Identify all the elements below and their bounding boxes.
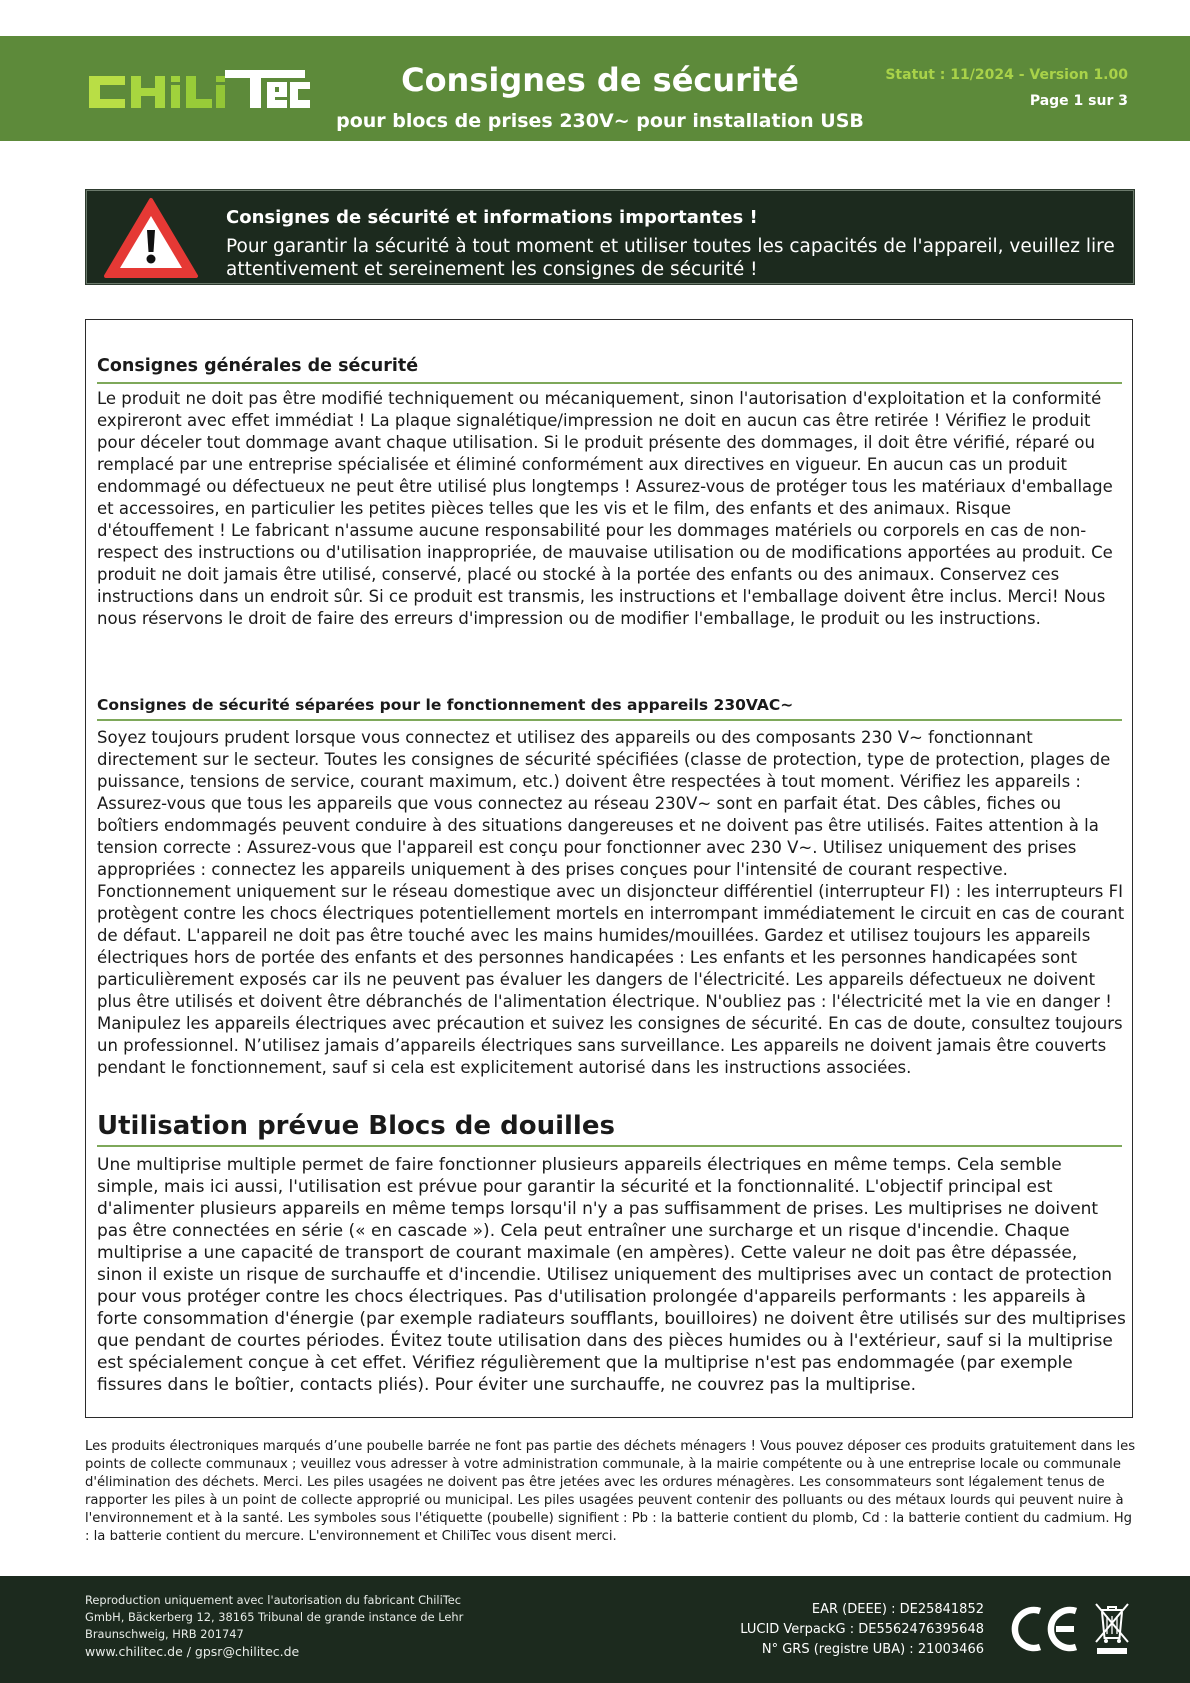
crossed-bin-icon [1092, 1598, 1132, 1656]
imprint [85, 1592, 463, 1660]
section-body-intended-use: Une multiprise multiple permet de faire fonctionner plusieurs appareils électriques en même temps. Cela semble simple, mais ici aussi, l'utilisation est prévue pour garantir la sécurité et la fonctionnalité. L'objectif principal est d'alimenter plusieurs appareils en même temps lorsqu'il n'y a pas suffisamment de prises. Les multiprises ne doivent pas être connectées en série (« en cascade »). Cela peut entraîner une surcharge et un risque d'incendie. Chaque multiprise a une capacité de transport de courant maximale (en ampères). Cette valeur ne doit pas être dépassée, sinon il existe un risque de surchauffe et d'incendie. Utilisez uniquement des multiprises avec un contact de protection pour vous protéger contre les chocs électriques. Pas d'utilisation prolongée d'appareils performants : les appareils à forte consommation d'énergie (par exemple radiateurs soufflants, bouilloires) ne doivent être utilisés sur des multiprises que pendant de courtes périodes. Évitez toute utilisation dans des pièces humides ou à l'extérieur, sauf si la multiprise est spécialement conçue à cet effet. Vérifiez régulièrement que la multiprise n'est pas endommagée (par exemple fissures dans le boîtier, contacts pliés). Pour éviter une surchauffe, ne couvrez pas la multiprise. [97, 1155, 1126, 1395]
ce-mark-icon [1010, 1606, 1080, 1652]
chilitec-logo [85, 66, 315, 116]
important-notice-box [85, 189, 1135, 285]
section-body-230v: Soyez toujours prudent lorsque vous connectez et utilisez des appareils ou des composants 230 V~ fonctionnant directement sur le secteur. Toutes les consignes de sécurité spécifiées (classe de protection, type de protection, plages de puissance, tensions de service, courant maximum, etc.) doivent être respectées à tout moment. Vérifiez les appareils : Assurez-vous que tous les appareils que vous connectez au réseau 230V~ sont en parfait état. Des câbles, fiches ou boîtiers endommagés peuvent conduire à des situations dangereuses et ne doivent pas être utilisés. Faites attention à la tension correcte : Assurez-vous que l'appareil est conçu pour fonctionner avec 230 V~. Utilisez uniquement des prises appropriées : connectez les appareils uniquement à des prises conçues pour l'intensité de courant respective. Fonctionnement uniquement sur le réseau domestique avec un disjoncteur différentiel (interrupteur FI) : les interrupteurs FI protègent contre les chocs électriques potentiellement mortels en interrompant immédiatement le circuit en cas de courant de défaut. L'appareil ne doit pas être touché avec les mains humides/mouillées. Gardez et utilisez toujours les appareils électriques hors de portée des enfants et des personnes handicapées : Les enfants et les personnes handicapées sont particulièrement exposés car ils ne peuvent pas évaluer les dangers de l'électricité. Les appareils défectueux ne doivent plus être utilisés et doivent être débranchés de l'alimentation électrique. N'oubliez pas : l'électricité met la vie en danger ! Manipulez les appareils électriques avec précaution et suivez les consignes de sécurité. En cas de doute, consultez toujours un professionnel. N’utilisez jamais d’appareils électriques sans surveillance. Les appareils ne doivent jamais être couverts pendant le fonctionnement, sauf si cela est explicitement autorisé dans les instructions associées. [97, 728, 1125, 1077]
grs-number: N° GRS (registre UBA) : 21003466 [761, 1642, 984, 1657]
notice-text: Pour garantir la sécurité à tout moment et utiliser toutes les capacités de l'appareil, veuillez lire attentivement et sereinement les consignes de sécurité ! [226, 236, 1115, 280]
document-subtitle: pour blocs de prises 230V~ pour installation USB [336, 110, 864, 132]
section-heading-intended-use: Utilisation prévue Blocs de douilles [97, 1111, 1122, 1147]
warning-triangle-icon [102, 196, 200, 280]
contact-links[interactable]: www.chilitec.de / gpsr@chilitec.de [85, 1644, 300, 1659]
registration-numbers [740, 1600, 984, 1660]
section-body-general: Le produit ne doit pas être modifié techniquement ou mécaniquement, sinon l'autorisation d'exploitation et la conformité expireront avec effet immédiat ! La plaque signalétique/impression ne doit en aucun cas être retirée ! Vérifiez le produit pour déceler tout dommage avant chaque utilisation. Si le produit présente des dommages, il doit être vérifié, réparé ou remplacé par une entreprise spécialisée et éliminé conformément aux directives en vigueur. En aucun cas un produit endommagé ou défectueux ne peut être utilisé plus longtemps ! Assurez-vous de protéger tous les matériaux d'emballage et accessoires, en particulier les petites pièces telles que les vis et le film, des enfants et des animaux. Risque d'étouffement ! Le fabricant n'assume aucune responsabilité pour les dommages matériels ou corporels en cas de non-respect des instructions ou d'utilisation inappropriée, de mauvaise utilisation ou de modifications apportées au produit. Ce produit ne doit jamais être utilisé, conservé, placé ou stocké à la portée des enfants ou des animaux. Conservez ces instructions dans un endroit sûr. Si ce produit est transmis, les instructions et l'emballage doivent être inclus. Merci! Nous nous réservons le droit de faire des erreurs d'impression ou de modifier l'emballage, le produit ou les instructions. [97, 389, 1113, 628]
document-title: Consignes de sécurité [401, 61, 799, 99]
imprint-line: GmbH, Bäckerberg 12, 38165 Tribunal de grande instance de Lehr [85, 1610, 464, 1624]
safety-instructions-box [85, 319, 1133, 1418]
ear-number: EAR (DEEE) : DE25841852 [811, 1602, 984, 1617]
lucid-number: LUCID VerpackG : DE5562476395648 [740, 1622, 984, 1637]
version-status: Statut : 11/2024 - Version 1.00 [885, 67, 1128, 83]
section-heading-230v: Consignes de sécurité séparées pour le fonctionnement des appareils 230VAC~ [97, 696, 1122, 721]
imprint-line: Reproduction uniquement avec l'autorisation du fabricant ChiliTec [85, 1593, 462, 1607]
page-number: Page 1 sur 3 [1029, 93, 1128, 109]
imprint-line: Braunschweig, HRB 201747 [85, 1627, 244, 1641]
section-heading-general: Consignes générales de sécurité [97, 356, 1122, 384]
notice-title: Consignes de sécurité et informations importantes ! [226, 207, 758, 228]
disposal-notice: Les produits électroniques marqués d’une poubelle barrée ne font pas partie des déchets ménagers ! Vous pouvez déposer ces produits gratuitement dans les points de collecte communaux ; veuillez vous adresser à votre administration communale, à la mairie compétente ou à une entreprise locale ou communale d'élimination des déchets. Merci. Les piles usagées ne doivent pas être jetées avec les ordures ménagères. Les consommateurs sont légalement tenus de rapporter les piles à un point de collecte approprié ou municipal. Les piles usagées peuvent contenir des polluants ou des métaux lourds qui peuvent nuire à l'environnement et à la santé. Les symboles sous l'étiquette (poubelle) signifient : Pb : la batterie contient du plomb, Cd : la batterie contient du cadmium. Hg : la batterie contient du mercure. L'environnement et ChiliTec vous disent merci. [85, 1439, 1136, 1544]
